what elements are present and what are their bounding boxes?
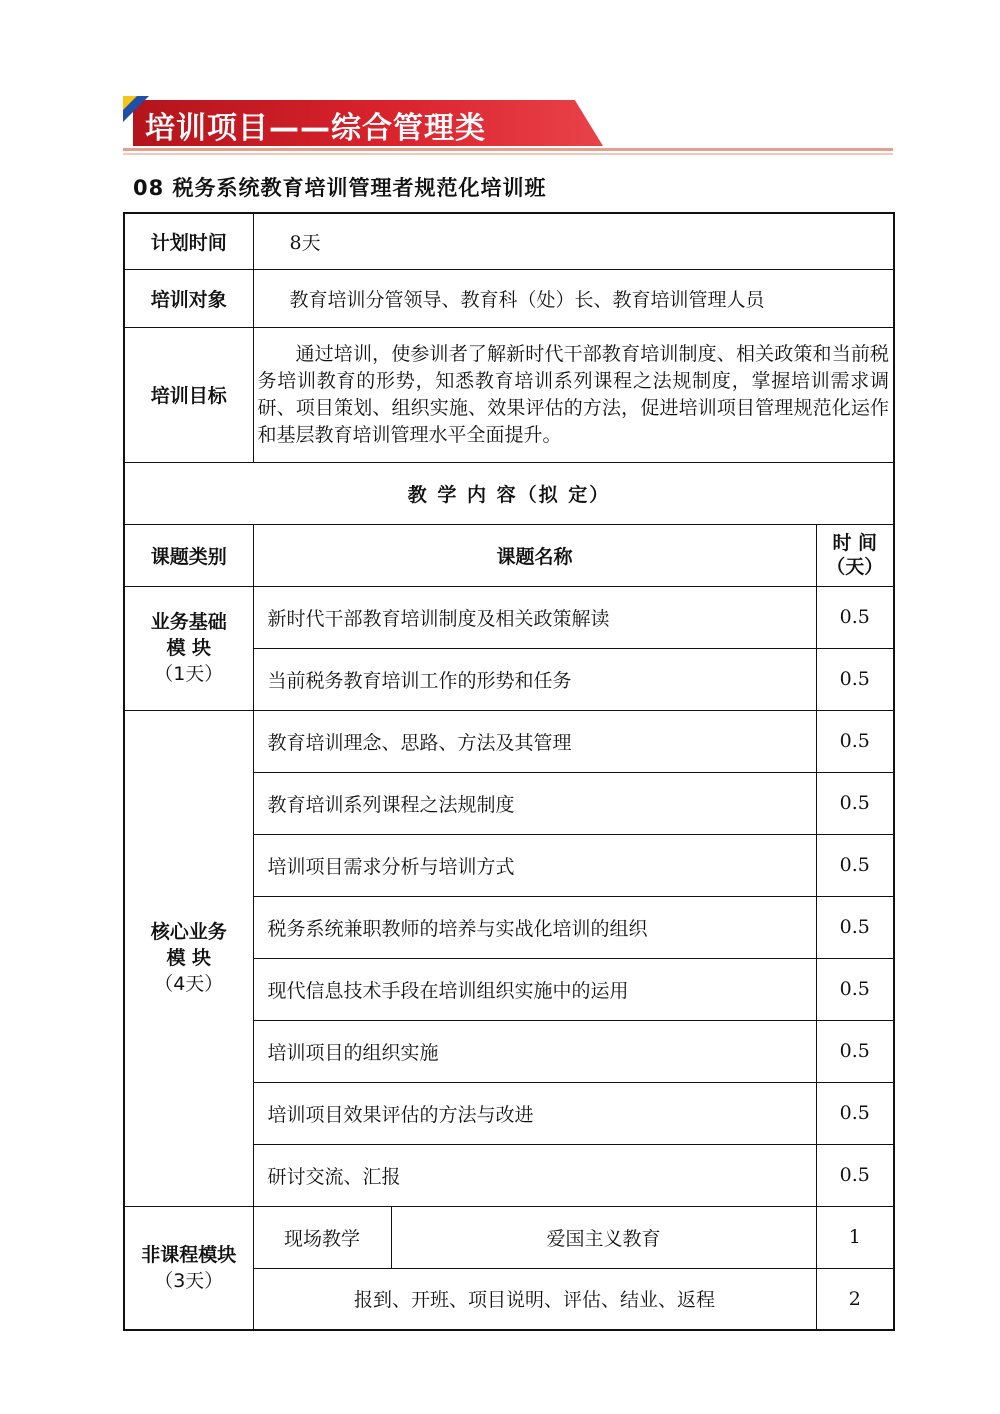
header-banner: [123, 96, 893, 158]
module-basic: [124, 586, 253, 710]
course-name: 研讨交流、汇报: [253, 1144, 816, 1206]
goal-row: [124, 327, 894, 462]
course-name: 培训项目效果评估的方法与改进: [253, 1082, 816, 1144]
course-time: 0.5: [816, 710, 894, 772]
module-core-name1: 核心业务: [150, 921, 227, 943]
module-core-name2: 模 块: [166, 947, 212, 969]
table-row: [124, 586, 894, 648]
module-basic-name1: 业务基础: [150, 611, 227, 633]
course-name: 税务系统兼职教师的培养与实战化培训的组织: [253, 896, 816, 958]
field-teaching-value: 爱国主义教育: [391, 1206, 816, 1268]
course-time: 0.5: [816, 772, 894, 834]
module-core-days: （4天）: [154, 973, 224, 995]
course-time: 0.5: [816, 958, 894, 1020]
content-heading-row: [124, 462, 894, 524]
banner-title: 培训项目——综合管理类: [145, 111, 486, 146]
admin-time: 2: [816, 1268, 894, 1330]
course-time: 0.5: [816, 1020, 894, 1082]
target-label: 培训对象: [124, 269, 253, 327]
target-row: [124, 269, 894, 327]
goal-label: 培训目标: [124, 327, 253, 462]
module-basic-name2: 模 块: [166, 637, 212, 659]
module-basic-days: （1天）: [154, 663, 224, 685]
target-value: 教育培训分管领导、教育科（处）长、教育培训管理人员: [253, 269, 894, 327]
table-row: [124, 1206, 894, 1268]
field-teaching-time: 1: [816, 1206, 894, 1268]
course-time: 0.5: [816, 1082, 894, 1144]
course-name: 培训项目的组织实施: [253, 1020, 816, 1082]
plan-time-label: 计划时间: [124, 213, 253, 269]
header-category: 课题类别: [124, 524, 253, 586]
goal-value: 通过培训，使参训者了解新时代干部教育培训制度、相关政策和当前税务培训教育的形势，知悉教育培训系列课程之法规制度，掌握培训需求调研、项目策划、组织实施、效果评估的方法，促进培训项目管理规范化运作和基层教育培训管理水平全面提升。: [253, 327, 894, 462]
content-heading: 教 学 内 容（拟 定）: [124, 462, 894, 524]
field-teaching-label: 现场教学: [253, 1206, 391, 1268]
course-time: 0.5: [816, 834, 894, 896]
module-non-course-name: 非课程模块: [141, 1243, 237, 1266]
course-name: 教育培训系列课程之法规制度: [253, 772, 816, 834]
course-time: 0.5: [816, 648, 894, 710]
course-name: 新时代干部教育培训制度及相关政策解读: [253, 586, 816, 648]
course-name: 教育培训理念、思路、方法及其管理: [253, 710, 816, 772]
banner-corner-yellow: [123, 96, 137, 110]
module-non-course-days: （3天）: [154, 1269, 224, 1292]
module-core: [124, 710, 253, 1206]
course-time: 0.5: [816, 896, 894, 958]
table-row: [124, 710, 894, 772]
header-time: [816, 524, 894, 586]
column-header-row: [124, 524, 894, 586]
banner-underline: [123, 148, 893, 151]
course-title: 08 税务系统教育培训管理者规范化培训班: [133, 176, 547, 200]
header-time-line1: 时 间: [832, 532, 878, 554]
header-time-line2: （天）: [826, 556, 884, 578]
module-non-course: [124, 1206, 253, 1330]
course-name: 现代信息技术手段在培训组织实施中的运用: [253, 958, 816, 1020]
course-name: 培训项目需求分析与培训方式: [253, 834, 816, 896]
plan-time-value: 8天: [253, 213, 894, 269]
course-table: [123, 212, 895, 1331]
banner-underline-thin: [123, 153, 893, 155]
admin-items: 报到、开班、项目说明、评估、结业、返程: [253, 1268, 816, 1330]
course-time: 0.5: [816, 1144, 894, 1206]
plan-time-row: [124, 213, 894, 269]
header-course-name: 课题名称: [253, 524, 816, 586]
course-name: 当前税务教育培训工作的形势和任务: [253, 648, 816, 710]
course-time: 0.5: [816, 586, 894, 648]
